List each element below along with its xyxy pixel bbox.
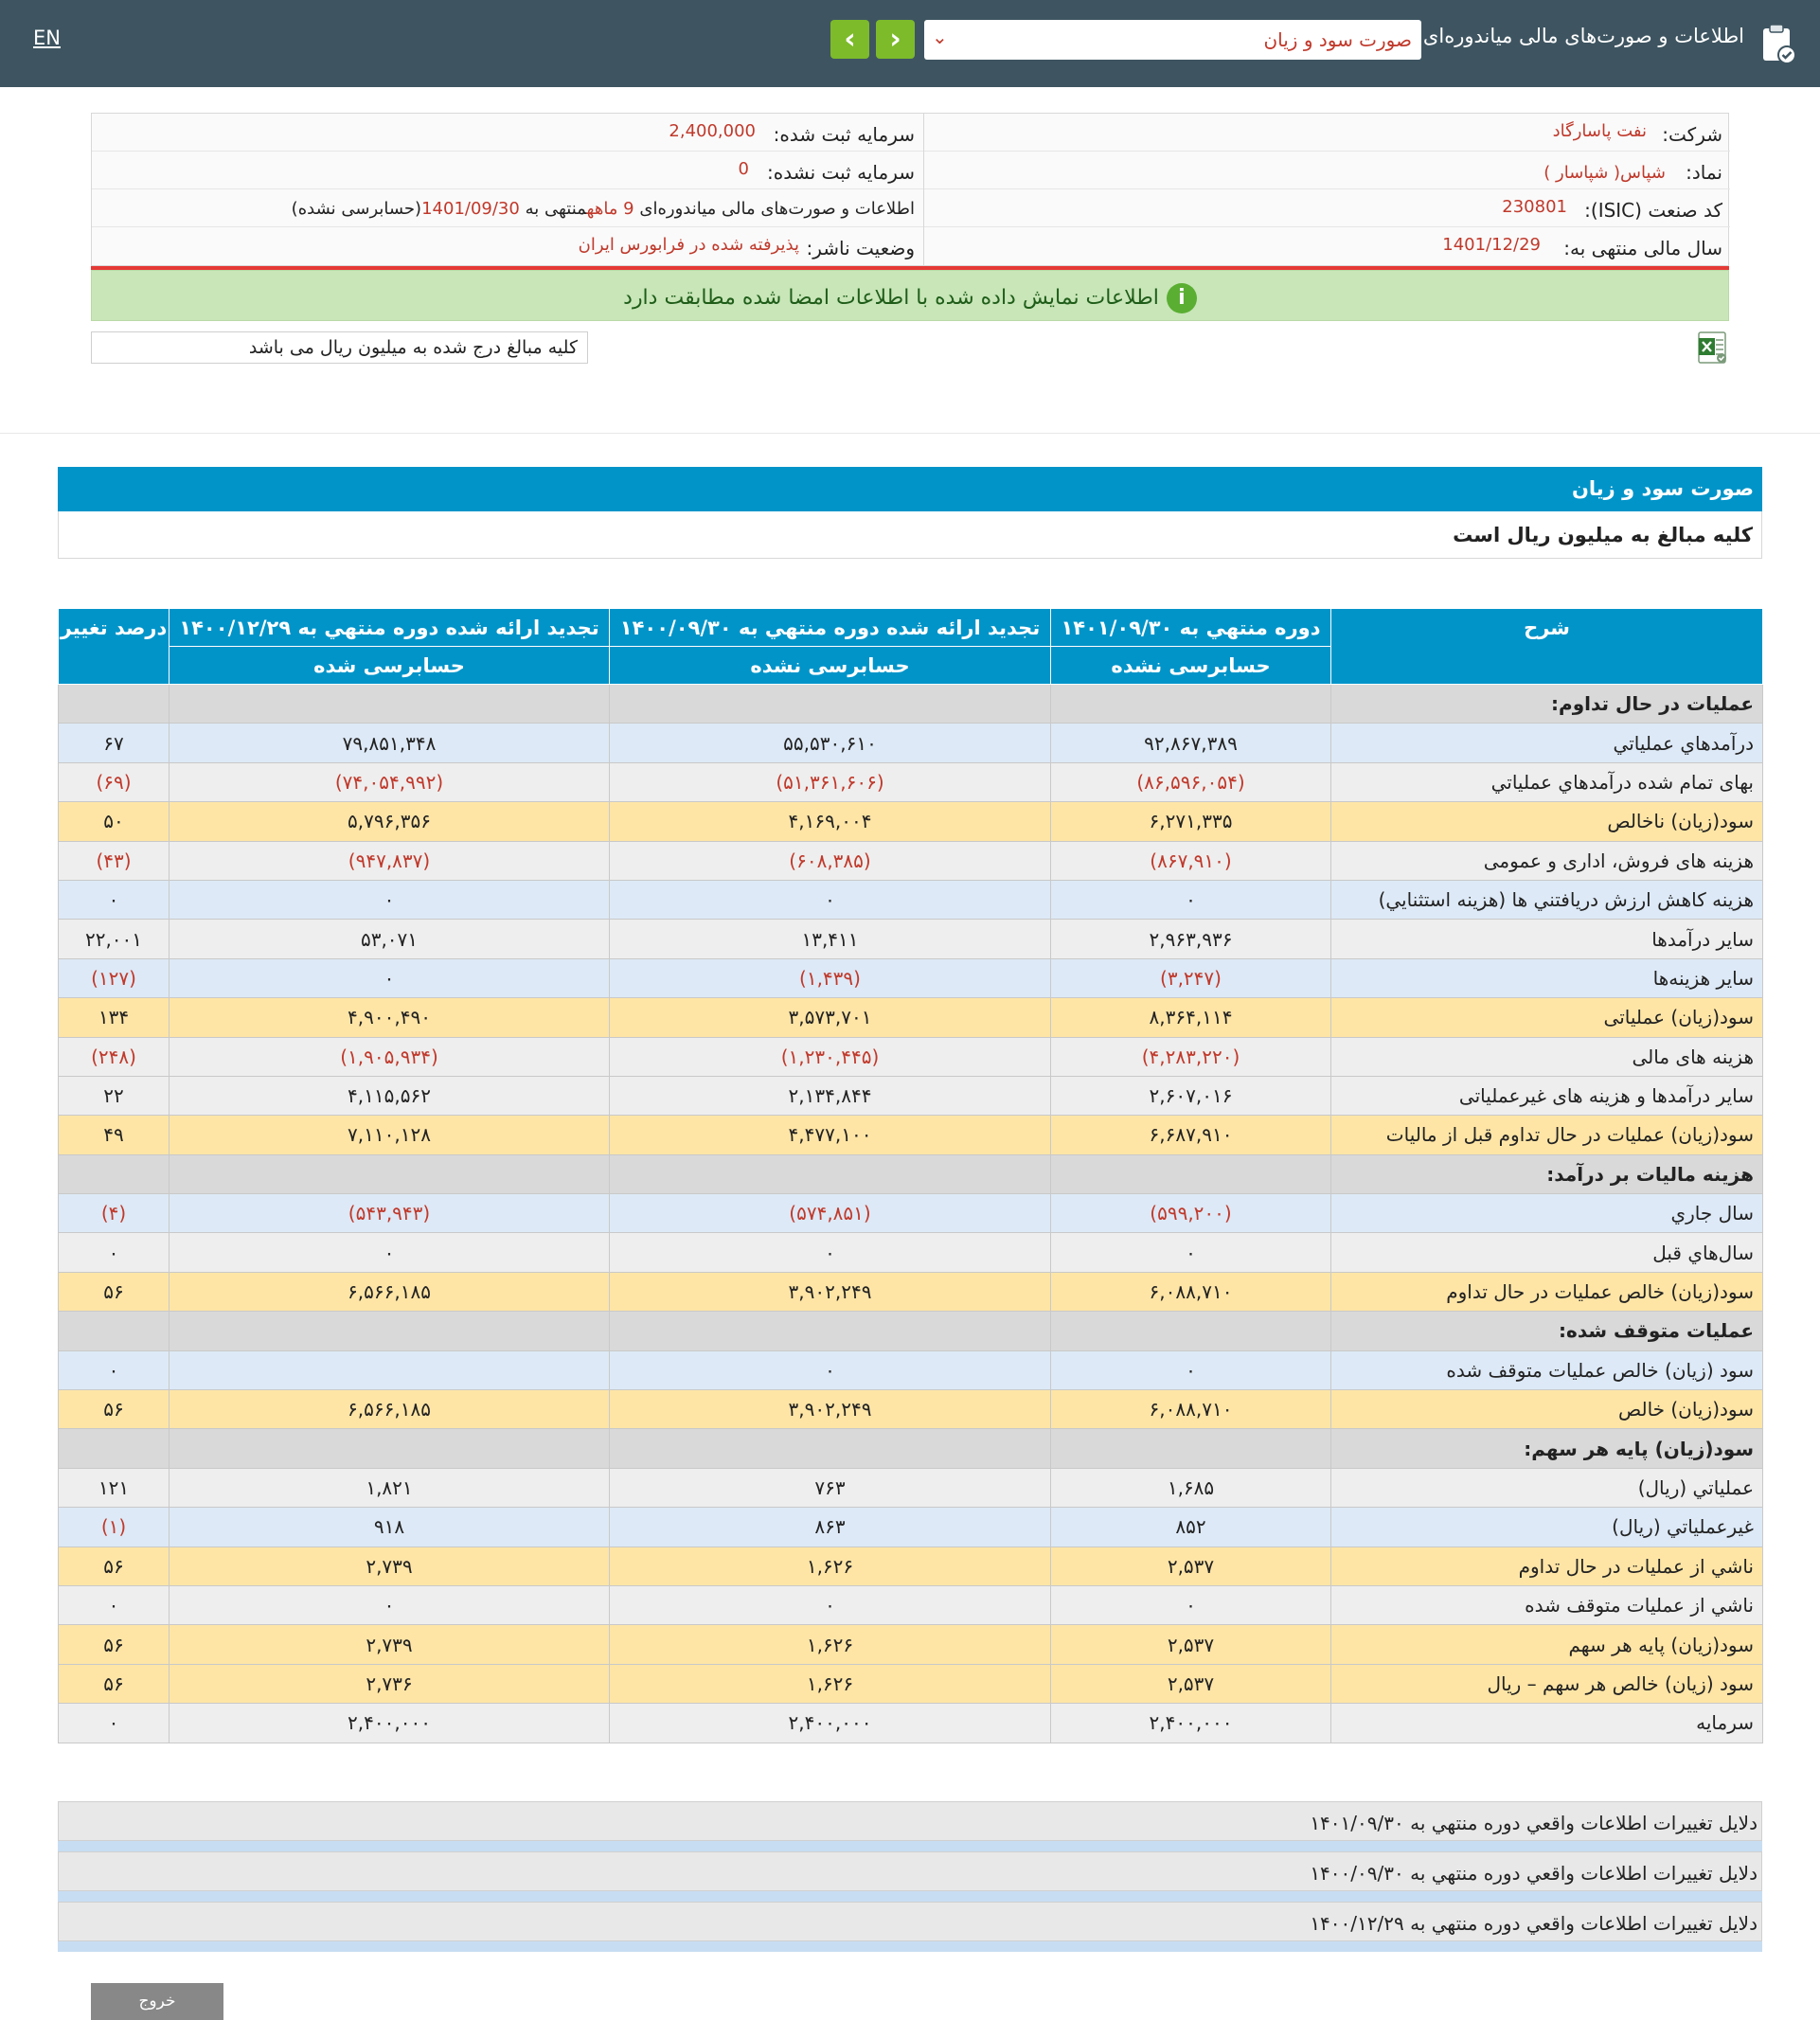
row-value-c2 (610, 1429, 1051, 1468)
row-value-c4: ۰ (59, 1704, 170, 1743)
row-value-c2: ۰ (610, 880, 1051, 919)
row-value-c4: ۰ (59, 880, 170, 919)
table-row (59, 1272, 1763, 1311)
info-row (92, 152, 1730, 189)
table-row (59, 1116, 1763, 1154)
row-value-c2: ۱۳,۴۱۱ (610, 920, 1051, 958)
row-description: عمليات در حال تداوم: (1331, 685, 1763, 724)
header-description: شرح (1331, 609, 1763, 685)
change-reasons-row[interactable]: دلایل تغییرات اطلاعات واقعي دوره منتهي به ۱۴۰۱/۰۹/۳۰ (58, 1801, 1762, 1841)
row-description: سود (زيان) خالص عمليات متوقف شده (1331, 1350, 1763, 1389)
row-value-c3: ۰ (170, 958, 610, 997)
row-value-c4 (59, 1154, 170, 1193)
row-value-c3: ۱,۸۲۱ (170, 1468, 610, 1507)
unregistered-capital-label: سرمایه ثبت نشده: (767, 161, 915, 184)
row-value-c3: ۴,۱۱۵,۵۶۲ (170, 1076, 610, 1115)
row-value-c1 (1051, 1429, 1331, 1468)
row-value-c3: ۷۹,۸۵۱,۳۴۸ (170, 724, 610, 762)
row-description: سود(زيان) خالص عمليات در حال تداوم (1331, 1272, 1763, 1311)
row-value-c3: ۰ (170, 1585, 610, 1624)
isic-label: کد صنعت (ISIC): (1584, 199, 1722, 222)
table-row (59, 1664, 1763, 1703)
row-description: غيرعملياتي (ريال) (1331, 1508, 1763, 1546)
row-value-c3 (170, 1429, 610, 1468)
row-value-c3: ۶,۵۶۶,۱۸۵ (170, 1390, 610, 1429)
row-description: سود(زيان) عمليات در حال تداوم قبل از ماليات (1331, 1116, 1763, 1154)
section-row (59, 685, 1763, 724)
page-title: اطلاعات و صورت‌های مالی میاندوره‌ای (1422, 25, 1744, 47)
chevron-right-icon: › (889, 22, 901, 56)
row-value-c1: ۲,۶۰۷,۰۱۶ (1051, 1076, 1331, 1115)
company-value: نفت پاسارگاد (1552, 121, 1647, 141)
table-row (59, 1350, 1763, 1389)
row-value-c1: (۴,۲۸۳,۲۲۰) (1051, 1037, 1331, 1076)
row-value-c4: ۵۶ (59, 1664, 170, 1703)
row-value-c2: ۳,۵۷۳,۷۰۱ (610, 998, 1051, 1037)
row-value-c1: ۲,۵۳۷ (1051, 1546, 1331, 1585)
section-row (59, 1312, 1763, 1350)
row-value-c1: ۰ (1051, 1233, 1331, 1272)
row-value-c4: ۵۰ (59, 802, 170, 841)
table-row (59, 1508, 1763, 1546)
unregistered-capital-value: 0 (738, 159, 749, 179)
table-row (59, 841, 1763, 880)
header-period-1401-09-30: دوره منتهي به ۱۴۰۱/۰۹/۳۰ (1051, 609, 1331, 647)
row-value-c2: (۱,۲۳۰,۴۴۵) (610, 1037, 1051, 1076)
row-value-c1: ۶,۶۸۷,۹۱۰ (1051, 1116, 1331, 1154)
row-value-c1 (1051, 685, 1331, 724)
row-value-c1: ۰ (1051, 1350, 1331, 1389)
row-value-c2: ۳,۹۰۲,۲۴۹ (610, 1272, 1051, 1311)
row-value-c4: ۲۲,۰۰۱ (59, 920, 170, 958)
publisher-status-label: وضعیت ناشر: (806, 237, 915, 259)
row-value-c2: ۲,۴۰۰,۰۰۰ (610, 1704, 1051, 1743)
row-value-c2: ۱,۶۲۶ (610, 1625, 1051, 1664)
row-value-c1: ۸,۳۶۴,۱۱۴ (1051, 998, 1331, 1037)
chevron-down-icon: ⌄ (932, 26, 948, 48)
row-description: ساير هزينه‌ها (1331, 958, 1763, 997)
table-body (59, 685, 1763, 1743)
row-value-c4: ۶۷ (59, 724, 170, 762)
table-row (59, 1076, 1763, 1115)
row-value-c2: ۷۶۳ (610, 1468, 1051, 1507)
header-change-percent: درصد تغيير (59, 609, 170, 685)
table-row (59, 802, 1763, 841)
row-value-c2: (۶۰۸,۳۸۵) (610, 841, 1051, 880)
row-value-c3: (۷۴,۰۵۴,۹۹۲) (170, 762, 610, 801)
previous-report-button[interactable] (830, 20, 869, 59)
row-value-c4: (۶۹) (59, 762, 170, 801)
row-value-c3 (170, 1154, 610, 1193)
company-cell (923, 114, 1730, 152)
divider (58, 1891, 1762, 1902)
change-reasons-row[interactable]: دلایل تغییرات اطلاعات واقعي دوره منتهي به ۱۴۰۰/۰۹/۳۰ (58, 1851, 1762, 1891)
row-description: سال جاري (1331, 1194, 1763, 1233)
capital-label: سرمایه ثبت شده: (773, 123, 915, 146)
header-audit-status: حسابرسی شده (170, 647, 610, 685)
row-value-c3: ۵,۷۹۶,۳۵۶ (170, 802, 610, 841)
row-description: سال‌هاي قبل (1331, 1233, 1763, 1272)
row-description: سود(زيان) پايه هر سهم (1331, 1625, 1763, 1664)
row-value-c3: ۷,۱۱۰,۱۲۸ (170, 1116, 610, 1154)
row-value-c4 (59, 1429, 170, 1468)
income-statement-table (58, 608, 1763, 1743)
table-row (59, 958, 1763, 997)
row-value-c2: ۴,۴۷۷,۱۰۰ (610, 1116, 1051, 1154)
period-description: اطلاعات و صورت‌های مالی میاندوره‌ای 9 ماههمنتهی به 1401/09/30(حسابرسی نشده) (291, 199, 915, 219)
info-row (92, 189, 1730, 227)
report-header (58, 467, 1762, 511)
divider (0, 433, 1820, 434)
row-value-c4: ۴۹ (59, 1116, 170, 1154)
row-description: ساير درآمدها (1331, 920, 1763, 958)
row-value-c4: (۴) (59, 1194, 170, 1233)
table-row (59, 1468, 1763, 1507)
row-value-c1: ۲,۴۰۰,۰۰۰ (1051, 1704, 1331, 1743)
row-description: سود(زيان) عملياتى (1331, 998, 1763, 1037)
row-description: عمليات متوقف شده: (1331, 1312, 1763, 1350)
header-period-1400-12-29: تجديد ارائه شده دوره منتهي به ۱۴۰۰/۱۲/۲۹ (170, 609, 610, 647)
row-value-c4: ۰ (59, 1233, 170, 1272)
row-value-c2: (۵۷۴,۸۵۱) (610, 1194, 1051, 1233)
row-value-c4: ۵۶ (59, 1546, 170, 1585)
row-value-c2: (۵۱,۳۶۱,۶۰۶) (610, 762, 1051, 801)
row-value-c3: ۲,۴۰۰,۰۰۰ (170, 1704, 610, 1743)
capital-value: 2,400,000 (669, 121, 756, 141)
exit-button[interactable]: خروج (91, 1983, 223, 2020)
row-value-c4 (59, 685, 170, 724)
unit-note-box (91, 331, 588, 364)
row-value-c2: ۵۵,۵۳۰,۶۱۰ (610, 724, 1051, 762)
info-row (92, 227, 1730, 265)
table-row (59, 1233, 1763, 1272)
table-row (59, 1546, 1763, 1585)
report-title: صورت سود و زيان (1571, 477, 1754, 500)
table-row (59, 762, 1763, 801)
row-description: هزينه هاى مالى (1331, 1037, 1763, 1076)
row-description: سرمايه (1331, 1704, 1763, 1743)
table-row (59, 1037, 1763, 1076)
report-subtitle: كليه مبالغ به ميليون ريال است (1453, 524, 1753, 546)
row-value-c3: (۵۴۳,۹۴۳) (170, 1194, 610, 1233)
row-value-c1: (۸۶,۵۹۶,۰۵۴) (1051, 762, 1331, 801)
row-description: سود(زيان) خالص (1331, 1390, 1763, 1429)
row-value-c3: (۹۴۷,۸۳۷) (170, 841, 610, 880)
clipboard-check-icon (1760, 22, 1796, 65)
row-value-c4: (۲۴۸) (59, 1037, 170, 1076)
row-value-c2: ۴,۱۶۹,۰۰۴ (610, 802, 1051, 841)
section-row (59, 1154, 1763, 1193)
next-report-button[interactable] (876, 20, 915, 59)
row-value-c2 (610, 685, 1051, 724)
fiscal-year-label: سال مالی منتهی به: (1563, 237, 1722, 259)
header-period-1400-09-30: تجديد ارائه شده دوره منتهي به ۱۴۰۰/۰۹/۳۰ (610, 609, 1051, 647)
publisher-status-value: پذیرفته شده در فرابورس ایران (578, 235, 799, 255)
header-audit-status: حسابرسی نشده (1051, 647, 1331, 685)
divider (58, 1941, 1762, 1952)
table-row (59, 998, 1763, 1037)
row-value-c3 (170, 1350, 610, 1389)
row-value-c4: ۱۲۱ (59, 1468, 170, 1507)
row-value-c3: ۰ (170, 1233, 610, 1272)
info-icon: i (1167, 283, 1197, 313)
row-value-c4: ۰ (59, 1350, 170, 1389)
row-value-c2 (610, 1154, 1051, 1193)
isic-cell (923, 189, 1730, 227)
report-select-value: صورت سود و زيان (1263, 28, 1412, 51)
isic-value: 230801 (1502, 197, 1567, 217)
row-value-c2: ۱,۶۲۶ (610, 1664, 1051, 1703)
table-row (59, 1625, 1763, 1664)
fiscal-year-value: 1401/12/29 (1442, 235, 1541, 255)
table-row (59, 1390, 1763, 1429)
table-row (59, 1585, 1763, 1624)
header-audit-status: حسابرسی نشده (610, 647, 1051, 685)
row-value-c1: ۹۲,۸۶۷,۳۸۹ (1051, 724, 1331, 762)
row-value-c2: ۰ (610, 1233, 1051, 1272)
row-value-c4: ۵۶ (59, 1272, 170, 1311)
row-value-c1 (1051, 1154, 1331, 1193)
row-value-c4: (۴۳) (59, 841, 170, 880)
top-bar (0, 0, 1820, 87)
row-value-c1: ۰ (1051, 880, 1331, 919)
row-description: هزينه ماليات بر درآمد: (1331, 1154, 1763, 1193)
row-description: ناشي از عمليات متوقف شده (1331, 1585, 1763, 1624)
row-value-c1: ۶,۲۷۱,۳۳۵ (1051, 802, 1331, 841)
row-description: عملياتي (ريال) (1331, 1468, 1763, 1507)
table-row (59, 880, 1763, 919)
capital-cell (92, 114, 922, 152)
company-info-panel (91, 113, 1729, 266)
row-value-c3: ۰ (170, 880, 610, 919)
row-value-c1: ۶,۰۸۸,۷۱۰ (1051, 1390, 1331, 1429)
publisher-status-cell (92, 227, 922, 265)
row-description: سود(زيان) ناخالص (1331, 802, 1763, 841)
row-value-c4: ۱۳۴ (59, 998, 170, 1037)
table-row (59, 1704, 1763, 1743)
row-value-c1: (۸۶۷,۹۱۰) (1051, 841, 1331, 880)
period-cell (92, 189, 922, 227)
row-description: ناشي از عمليات در حال تداوم (1331, 1546, 1763, 1585)
unit-note: کلیه مبالغ درج شده به میلیون ریال می باشد (248, 337, 578, 358)
row-value-c2: ۱,۶۲۶ (610, 1546, 1051, 1585)
row-value-c1: ۰ (1051, 1585, 1331, 1624)
unregistered-capital-cell (92, 152, 922, 189)
row-value-c2: ۰ (610, 1350, 1051, 1389)
table-row (59, 920, 1763, 958)
company-label: شرکت: (1662, 123, 1722, 146)
row-description: سود(زيان) پايه هر سهم: (1331, 1429, 1763, 1468)
row-value-c2: ۸۶۳ (610, 1508, 1051, 1546)
change-reasons-row[interactable]: دلایل تغییرات اطلاعات واقعي دوره منتهي به ۱۴۰۰/۱۲/۲۹ (58, 1902, 1762, 1941)
row-value-c2: ۳,۹۰۲,۲۴۹ (610, 1390, 1051, 1429)
row-value-c2 (610, 1312, 1051, 1350)
row-value-c3 (170, 685, 610, 724)
row-value-c1: ۸۵۲ (1051, 1508, 1331, 1546)
row-value-c4: (۱) (59, 1508, 170, 1546)
row-value-c4: ۰ (59, 1585, 170, 1624)
language-toggle[interactable]: EN (33, 27, 61, 49)
row-description: هزينه هاى فروش، ادارى و عمومى (1331, 841, 1763, 880)
row-value-c1: ۲,۵۳۷ (1051, 1625, 1331, 1664)
info-row (92, 114, 1730, 152)
verification-notice (91, 270, 1729, 321)
symbol-value[interactable]: شپاس( شپاسار ) (1543, 163, 1666, 183)
symbol-label: نماد: (1686, 161, 1722, 184)
row-value-c3: ۹۱۸ (170, 1508, 610, 1546)
row-value-c1: ۶,۰۸۸,۷۱۰ (1051, 1272, 1331, 1311)
symbol-cell (923, 152, 1730, 189)
row-value-c3: (۱,۹۰۵,۹۳۴) (170, 1037, 610, 1076)
row-value-c3: ۵۳,۰۷۱ (170, 920, 610, 958)
row-value-c3: ۲,۷۳۹ (170, 1546, 610, 1585)
divider (58, 1841, 1762, 1851)
row-value-c4: ۵۶ (59, 1625, 170, 1664)
row-value-c2: (۱,۴۳۹) (610, 958, 1051, 997)
row-description: هزينه کاهش ارزش دريافتني ها (هزينه استثنايي) (1331, 880, 1763, 919)
row-description: سود (زيان) خالص هر سهم – ريال (1331, 1664, 1763, 1703)
report-type-select[interactable] (924, 20, 1421, 60)
row-value-c4 (59, 1312, 170, 1350)
row-value-c1: (۵۹۹,۲۰۰) (1051, 1194, 1331, 1233)
row-value-c4: ۲۲ (59, 1076, 170, 1115)
report-subheader (58, 511, 1762, 559)
row-value-c1 (1051, 1312, 1331, 1350)
row-value-c1: (۳,۲۴۷) (1051, 958, 1331, 997)
table-row (59, 724, 1763, 762)
chevron-left-icon: ‹ (844, 22, 856, 56)
table-row (59, 1194, 1763, 1233)
row-value-c4: ۵۶ (59, 1390, 170, 1429)
row-value-c2: ۰ (610, 1585, 1051, 1624)
row-value-c3: ۶,۵۶۶,۱۸۵ (170, 1272, 610, 1311)
row-value-c1: ۲,۵۳۷ (1051, 1664, 1331, 1703)
row-value-c4: (۱۲۷) (59, 958, 170, 997)
row-value-c1: ۲,۹۶۳,۹۳۶ (1051, 920, 1331, 958)
section-row (59, 1429, 1763, 1468)
row-description: بهاى تمام شده درآمدهاي عملياتي (1331, 762, 1763, 801)
row-value-c3: ۴,۹۰۰,۴۹۰ (170, 998, 610, 1037)
excel-export-icon[interactable] (1695, 331, 1729, 365)
row-value-c3: ۲,۷۳۶ (170, 1664, 610, 1703)
row-description: درآمدهاي عملياتي (1331, 724, 1763, 762)
row-description: ساير درآمدها و هزينه هاى غيرعملياتى (1331, 1076, 1763, 1115)
notice-text: اطلاعات نمایش داده شده با اطلاعات امضا شده مطابقت دارد (623, 286, 1159, 310)
fiscal-year-cell (923, 227, 1730, 265)
row-value-c1: ۱,۶۸۵ (1051, 1468, 1331, 1507)
row-value-c2: ۲,۱۳۴,۸۴۴ (610, 1076, 1051, 1115)
row-value-c3 (170, 1312, 610, 1350)
row-value-c3: ۲,۷۳۹ (170, 1625, 610, 1664)
